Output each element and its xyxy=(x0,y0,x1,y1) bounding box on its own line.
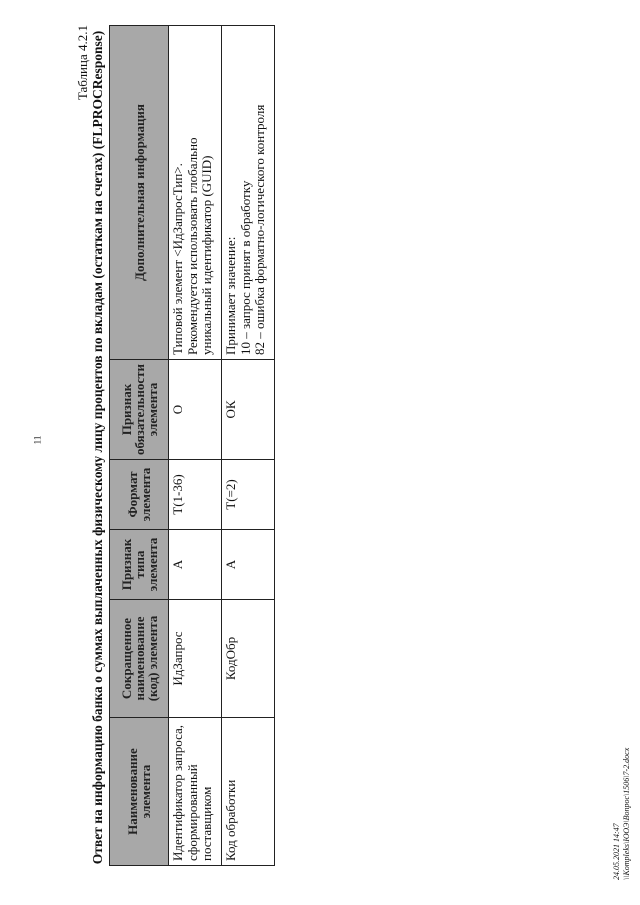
header-info: Дополнительная информация xyxy=(110,26,169,360)
cell-type: А xyxy=(169,530,222,600)
header-code: Сокращенное наименование (код) элемента xyxy=(110,600,169,718)
table-title: Ответ на информацию банка о суммах выплаченных физическому лицу процентов по вкладам (остаткам на счетах) (FLPROCResponse) xyxy=(90,30,105,865)
cell-name: Код обработки xyxy=(222,718,275,866)
table-row xyxy=(222,26,275,866)
cell-format: T(=2) xyxy=(222,460,275,530)
elements-table xyxy=(109,25,275,866)
file-footer: 24.05.2021 14:47 \\Kompleks\ЮОЭ\Вопрос\1506\7-2.docx xyxy=(612,747,631,880)
header-name: Наименование элемента xyxy=(110,718,169,866)
cell-format: T(1-36) xyxy=(169,460,222,530)
cell-required: ОК xyxy=(222,360,275,460)
cell-code: КодОбр xyxy=(222,600,275,718)
header-format: Формат элемента xyxy=(110,460,169,530)
cell-info: Типовой элемент <ИдЗапросТип>. Рекомендуется использовать глобально уникальный идентификатор (GUID) xyxy=(169,26,222,360)
page-number: 11 xyxy=(32,435,43,445)
table-row xyxy=(169,26,222,866)
header-type: Признак типа элемента xyxy=(110,530,169,600)
table-number: Таблица 4.2.1 xyxy=(75,25,90,101)
cell-required: О xyxy=(169,360,222,460)
header-required: Признак обязательности элемента xyxy=(110,360,169,460)
cell-type: А xyxy=(222,530,275,600)
cell-name: Идентификатор запроса, сформированный поставщиком xyxy=(169,718,222,866)
cell-info: Принимает значение: 10 – запрос принят в обработку 82 – ошибка форматно-логического контроля xyxy=(222,26,275,360)
rotated-page xyxy=(75,25,275,870)
header-row xyxy=(110,26,169,866)
cell-code: ИдЗапрос xyxy=(169,600,222,718)
